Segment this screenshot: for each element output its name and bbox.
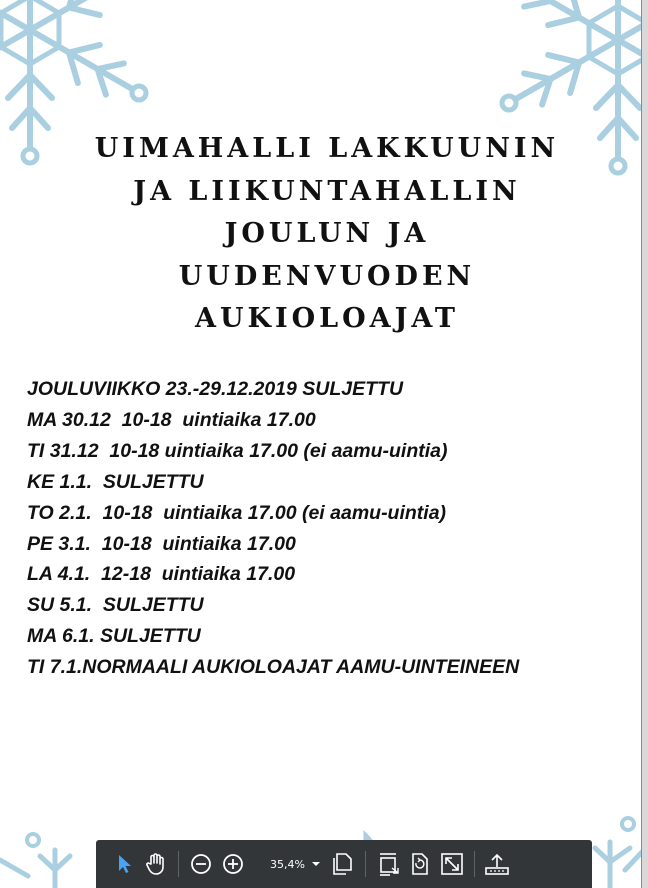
schedule-item: MA 30.12 10-18 uintiaika 17.00 bbox=[27, 408, 316, 431]
select-tool-button[interactable] bbox=[108, 848, 140, 880]
zoom-dropdown-button[interactable] bbox=[305, 851, 327, 877]
rotate-icon bbox=[410, 853, 430, 875]
scroll-mode-button[interactable] bbox=[372, 848, 404, 880]
title-line: JOULUN JA bbox=[224, 218, 430, 249]
title-line: JA LIIKUNTAHALLIN bbox=[133, 175, 521, 207]
schedule-item: TI 31.12 10-18 uintiaika 17.00 (ei aamu-uintia) bbox=[27, 439, 448, 462]
notice-title bbox=[40, 128, 614, 341]
toolbar-separator bbox=[178, 851, 179, 877]
title-line: UIMAHALLI LAKKUUNIN bbox=[94, 133, 560, 164]
zoom-in-icon bbox=[222, 853, 244, 875]
schedule-item: TO 2.1. 10-18 uintiaika 17.00 (ei aamu-uintia) bbox=[27, 501, 447, 524]
toolbar-separator bbox=[474, 851, 475, 877]
hand-tool-icon bbox=[145, 852, 167, 876]
page-display-icon bbox=[333, 853, 353, 875]
title-line: AUKIOLOAJAT bbox=[195, 303, 459, 334]
opening-hours-list bbox=[27, 374, 632, 683]
rotate-button[interactable] bbox=[404, 848, 436, 880]
share-button[interactable] bbox=[481, 848, 513, 880]
dropdown-caret-icon bbox=[311, 861, 321, 867]
hand-tool-button[interactable] bbox=[140, 848, 172, 880]
zoom-level-field[interactable]: 35,4% bbox=[270, 857, 305, 871]
fullscreen-icon bbox=[441, 853, 463, 875]
snowflake-bottom-left-icon bbox=[0, 820, 110, 888]
select-cursor-icon bbox=[116, 853, 132, 875]
page-display-button[interactable] bbox=[327, 848, 359, 880]
schedule-item: LA 4.1. 12-18 uintiaika 17.00 bbox=[27, 563, 296, 586]
toolbar-separator bbox=[365, 851, 366, 877]
fullscreen-button[interactable] bbox=[436, 848, 468, 880]
zoom-out-icon bbox=[190, 853, 212, 875]
schedule-item: PE 3.1. 10-18 uintiaika 17.00 bbox=[27, 532, 296, 555]
scroll-mode-icon bbox=[377, 852, 399, 876]
pdf-viewer-toolbar bbox=[96, 840, 592, 888]
viewer-scrollbar[interactable] bbox=[642, 0, 648, 888]
schedule-item: TI 7.1.NORMAALI AUKIOLOAJAT AAMU-UINTEINEEN bbox=[27, 656, 520, 679]
share-upload-icon bbox=[485, 853, 509, 875]
zoom-out-button[interactable] bbox=[185, 848, 217, 880]
schedule-item: JOULUVIIKKO 23.-29.12.2019 SULJETTU bbox=[27, 378, 404, 400]
schedule-item: SU 5.1. SULJETTU bbox=[27, 594, 204, 617]
zoom-in-button[interactable] bbox=[217, 848, 249, 880]
schedule-item: KE 1.1. SULJETTU bbox=[27, 470, 204, 493]
schedule-item: MA 6.1. SULJETTU bbox=[27, 625, 201, 648]
title-line: UUDENVUODEN bbox=[178, 260, 476, 292]
